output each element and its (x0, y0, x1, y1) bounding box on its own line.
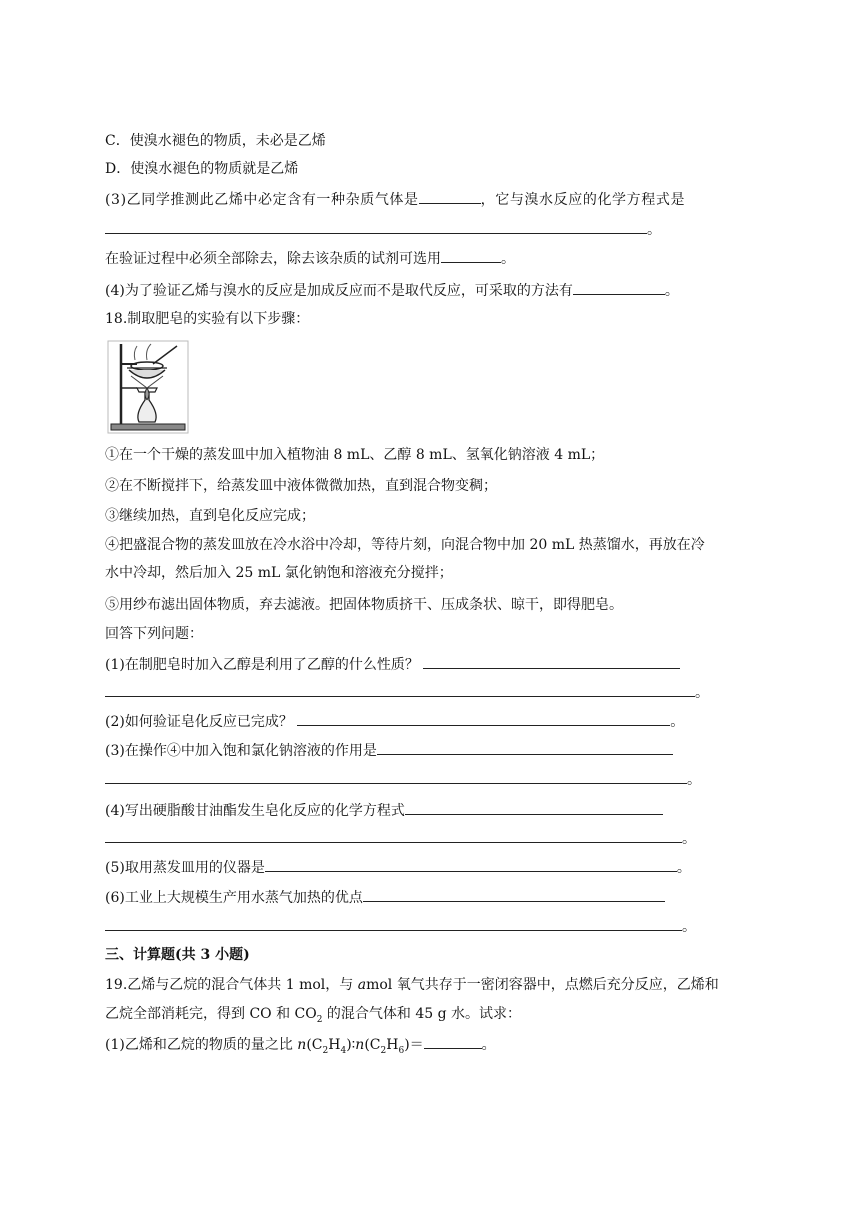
answer-blank[interactable] (377, 740, 673, 755)
option-d: D．使溴水褪色的物质就是乙烯 (105, 161, 299, 177)
answer-blank[interactable] (424, 1034, 482, 1049)
answer-6-line2 (105, 916, 696, 937)
subscript: 2 (316, 1014, 323, 1025)
step-1: ①在一个干燥的蒸发皿中加入植物油 8 mL、乙醇 8 mL、氢氧化钠溶液 4 mL； (105, 447, 605, 463)
a5-text: (5)取用蒸发皿用的仪器是 (105, 860, 265, 876)
answer-blank[interactable] (105, 916, 682, 931)
period: 。 (481, 1037, 496, 1053)
question-18-title: 18.制取肥皂的实验有以下步骤： (105, 311, 310, 327)
a1-text: (1)在制肥皂时加入乙醇是利用了乙醇的什么性质？ (105, 657, 419, 673)
answer-blank[interactable] (105, 219, 647, 234)
period: 。 (647, 222, 661, 238)
a2-text: (2)如何验证皂化反应已完成？ (105, 714, 293, 730)
formula-part: H (386, 1037, 399, 1053)
question-3-line2 (105, 219, 661, 240)
period: 。 (687, 772, 701, 788)
variable-n: n (297, 1037, 307, 1053)
answer-intro: 回答下列问题： (105, 626, 203, 642)
answer-blank[interactable] (441, 248, 501, 263)
answer-blank[interactable] (573, 280, 665, 295)
step-3: ③继续加热，直到皂化反应完成； (105, 508, 315, 524)
q3-text-a: (3)乙同学推测此乙烯中必定含有一种杂质气体是 (105, 192, 419, 208)
evaporating-dish-apparatus-figure (107, 340, 189, 434)
answer-blank[interactable] (265, 857, 677, 872)
q3-text-b: ，它与溴水反应的化学方程式是 (480, 192, 686, 208)
variable-a: a (357, 977, 367, 993)
period: 。 (695, 685, 709, 701)
answer-6-line1 (105, 887, 665, 908)
answer-blank[interactable] (105, 682, 695, 697)
q19-text-b: mol 氧气共存于一密闭容器中，点燃后充分反应，乙烯和 (366, 977, 719, 993)
option-c: C．使溴水褪色的物质，未必是乙烯 (105, 133, 326, 149)
answer-blank[interactable] (105, 769, 687, 784)
variable-n: n (355, 1037, 365, 1053)
subscript: 2 (380, 1045, 387, 1056)
formula-part: )＝ (404, 1037, 424, 1053)
subscript: 2 (322, 1045, 329, 1056)
period: 。 (501, 251, 515, 267)
period: 。 (670, 714, 685, 730)
step-4-line2: 水中冷却，然后加入 25 mL 氯化钠饱和溶液充分搅拌； (105, 565, 453, 581)
step-2: ②在不断搅拌下，给蒸发皿中液体微微加热，直到混合物变稠； (105, 478, 497, 494)
step-5: ⑤用纱布滤出固体物质，弃去滤液。把固体物质挤干、压成条状、晾干，即得肥皂。 (105, 597, 623, 613)
formula-part: )∶ (346, 1037, 356, 1053)
subscript: 4 (340, 1045, 347, 1056)
answer-3-line1 (105, 740, 673, 761)
answer-1-line2 (105, 682, 709, 703)
q19-text-c: 乙烷全部消耗完，得到 CO 和 CO (105, 1006, 317, 1022)
question-19-line1 (105, 975, 719, 995)
answer-4-line1 (105, 800, 663, 821)
answer-blank[interactable] (297, 711, 670, 726)
question-19-part1 (105, 1034, 496, 1055)
question-3-line3 (105, 248, 515, 269)
q3-text-c: 在验证过程中必须全部除去，除去该杂质的试剂可选用 (105, 251, 441, 267)
period: 。 (682, 919, 696, 935)
answer-blank[interactable] (105, 828, 682, 843)
a4-text: (4)写出硬脂酸甘油酯发生皂化反应的化学方程式 (105, 803, 405, 819)
answer-blank[interactable] (419, 189, 481, 204)
answer-blank[interactable] (363, 887, 665, 902)
answer-blank[interactable] (423, 654, 680, 669)
q19-1-text: (1)乙烯和乙烷的物质的量之比 (105, 1037, 298, 1053)
a3-text: (3)在操作④中加入饱和氯化钠溶液的作用是 (105, 743, 377, 759)
question-3-line1 (105, 189, 685, 210)
period: 。 (682, 831, 696, 847)
a6-text: (6)工业上大规模生产用水蒸气加热的优点 (105, 890, 363, 906)
section-heading: 三、计算题(共 3 小题) (105, 947, 250, 963)
formula-part: (C (306, 1037, 323, 1053)
question-19-line2 (105, 1004, 521, 1024)
answer-5 (105, 857, 691, 878)
formula-part: H (328, 1037, 341, 1053)
question-4 (105, 280, 679, 301)
formula-part: (C (364, 1037, 381, 1053)
q19-text-d: 的混合气体和 45 g 水。试求： (322, 1006, 522, 1022)
subscript: 6 (398, 1045, 405, 1056)
answer-2 (105, 711, 684, 732)
period: 。 (676, 860, 691, 876)
step-4-line1: ④把盛混合物的蒸发皿放在冷水浴中冷却，等待片刻，向混合物中加 20 mL 热蒸馏水，再放在冷 (105, 537, 705, 553)
q19-text-a: 19.乙烯与乙烷的混合气体共 1 mol，与 (105, 977, 358, 993)
answer-1-line1 (105, 654, 680, 675)
q4-text: (4)为了验证乙烯与溴水的反应是加成反应而不是取代反应，可采取的方法有 (105, 283, 573, 299)
answer-3-line2 (105, 769, 701, 790)
period: 。 (664, 283, 679, 299)
answer-blank[interactable] (405, 800, 663, 815)
answer-4-line2 (105, 828, 696, 849)
